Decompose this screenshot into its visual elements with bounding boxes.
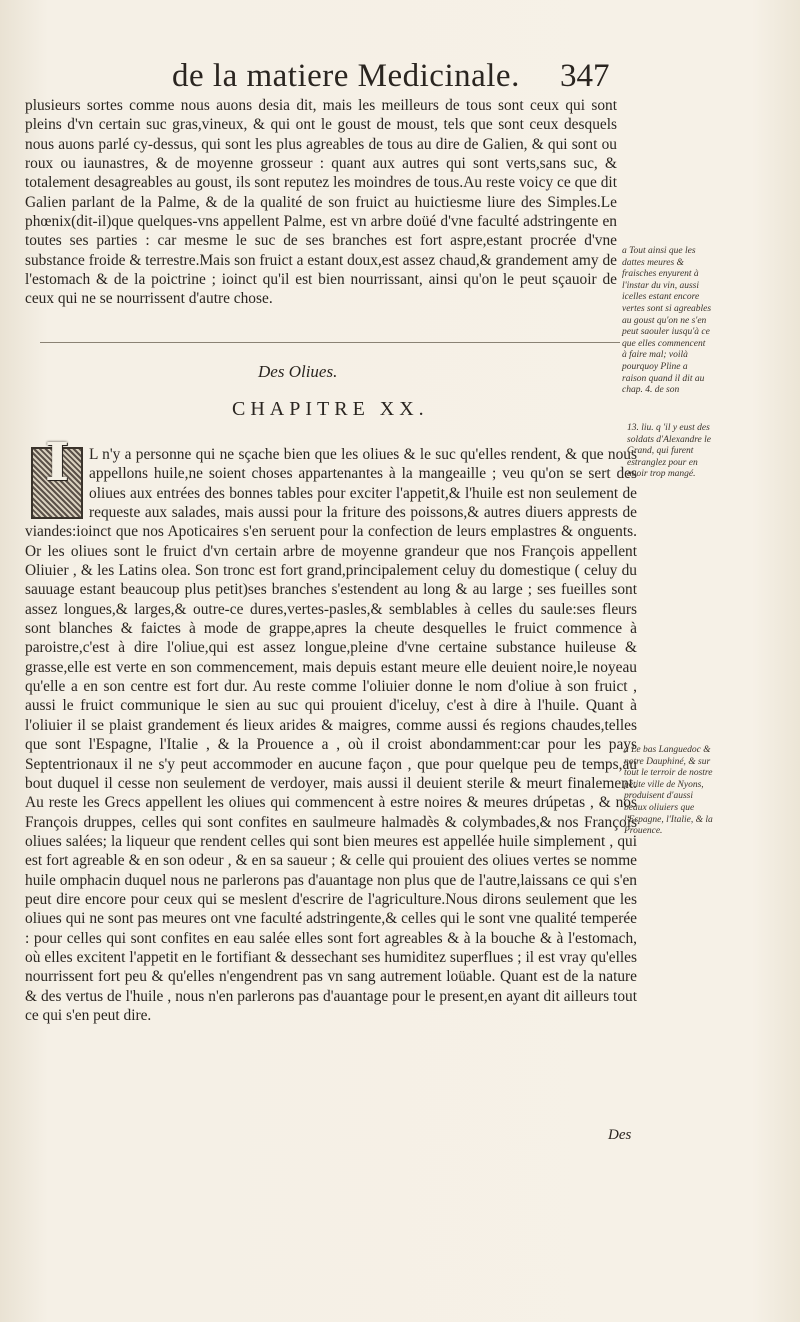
- section-title: Des Oliues.: [258, 362, 338, 381]
- margin-note-a: a Tout ainsi que les dattes meures & fraisches enyurent à l'instar du vin, aussi icelles estant encore vertes sont si agreables au goust qu'on ne s'en peut saouler iusqu'à ce que elles commencent à faire mal; voilà pourquoy Pline a raison quand il dit au chap. 4. de son: [622, 246, 712, 396]
- running-title: de la matiere Medicinale.: [172, 58, 520, 94]
- chapter-paragraph: L n'y a personne qui ne sçache bien que les oliues & le suc qu'elles rendent, & que nous appellons huile,ne soient choses appartenantes à la mangeaille ; veu qu'on se sert des oliues aux entrées des bonnes tables pour exciter l'appetit,& l'huile est non seulement de requeste aux salades, mais aussi pour la friture des poissons,& autres diuers apprests de viandes:ioinct que nos Apoticaires s'en seruent pour la confection de leurs emplastres & onguents. Or les oliues sont le fruict d'vn certain arbre de moyenne grandeur que nos François appellent Oliuier , & les Latins olea. Son tronc est fort grand,principalement celuy du domestique ( celuy du sauuage estant beaucoup plus petit)ses branches s'estendent au long & au large ; ses fueilles sont assez longues,& larges,& outre-ce dures,vertes-pasles,& semblables à celles du saule:ses fleurs sont blanches & faictes à mode de grappe,apres la cheute desquelles le fruict commence à paroistre,c'est à dire l'oliue,qui est assez longue,pleine d'vne certaine substance huileuse & grasse,elle est verte en son commencement, mais depuis estant meure elle deuient noire,le noyeau qu'elle a en son centre est fort dur. Au reste comme l'oliuier donne le nom d'oliue à son fruict , aussi le fruict communique le sien au suc qui prouient d'iceluy, c'est à dire à l'huile. Quant à l'oliuier il se plaist grandement és lieux arides & maigres, comme aussi és regions chaudes,telles que sont l'Espagne, l'Italie , & la Prouence a , où il croist abondamment:car pour les pays Septentrionaux il ne s'y peut accommoder en aucune façon , que pour quelque peu de temps,au bout duquel il cesse non seulement de verdoyer, mais aussi il deuient sterile & meurt finalement. Au reste les Grecs appellent les oliues qui commencent à estre noires & meures drúpetas , & nos François druppes, celles qui sont confites en saulmeure halmadès & colymbades,& nos François oliues salées; la liqueur que rendent celles qui sont bien meures est appellée huile simplement , qui est fort agreable & en son odeur , & en sa saueur ; & celle qui prouient des oliues vertes se nomme huile omphacin duquel nous ne parlerons pas d'auantage non plus que de l'autre,laissans ce qui s'en peut dire encore pour ceux qui se meslent d'escrire de l'agriculture.Nous dirons seulement que les oliues qui ne sont pas meures ont vne faculté adstringente,& celles qui le sont vne qualité temperée : pour celles qui sont confites en eau salée elles sont fort agreables & à la bouche & à l'estomach, où elles excitent l'appetit en le fortifiant & dessechant ses humiditez superflues ; il est vray qu'elles nourrissent fort peu & qu'elles n'engendrent pas vn sang autrement loüable. Quant est de la nature & des vertus de l'huile , nous n'en parlerons pas d'auantage pour le present,en ayant dit ailleurs tout ce qui s'en peut dire.: [25, 446, 637, 1024]
- intro-paragraph: plusieurs sortes comme nous auons desia dit, mais les meilleurs de tous sont ceux qui sont pleins d'vn certain suc gras,vineux, & qui ont le goust de moust, tels que sont ceux desquels nous auons parlé cy-dessus, qui sont les plus agreables de tous au dire de Galien, & qui sont ou roux ou iaunastres, & de moyenne grosseur : quant aux autres qui sont verts,sans suc, & totalement desagreables au goust, ils sont reputez les moindres de tous.Au reste voicy ce que dit Galien parlant de la Palme, & de la qualité de son fruict au huictiesme liure des Simples.Le phœnix(dit-il)que quelques-vns appellent Palme, est vn arbre doüé d'vne faculté adstringente en toutes ses parties : car mesme le suc de ses branches est fort aspre,estant procrée d'vne substance froide & terrestre.Mais son fruict a estant doux,est assez chaud,& grandement amy de l'estomach & de la poictrine ; ioinct qu'il est bien nourrissant, ainsi qu'on le peut sçauoir de ceux qui ne se nourrissent d'autre chose.: [25, 97, 617, 308]
- margin-note-c: a Le bas Languedoc & notre Dauphiné, & sur tout le terroir de nostre petite ville de Nyons, produisent d'aussi beaux oliuiers que l'Espagne, l'Italie, & la Prouence.: [624, 745, 713, 837]
- drop-cap-letter: I: [44, 432, 70, 493]
- margin-note-b: 13. liu. q 'il y eust des soldats d'Alexandre le Grand, qui furent estranglez pour en auoir trop mangé.: [627, 423, 711, 480]
- page-number: 347: [560, 58, 610, 94]
- chapter-title: CHAPITRE XX.: [232, 398, 429, 420]
- drop-cap-initial: [31, 432, 83, 519]
- section-divider: [40, 342, 620, 343]
- chapter-body: [25, 432, 637, 1025]
- catchword: Des: [608, 1127, 632, 1143]
